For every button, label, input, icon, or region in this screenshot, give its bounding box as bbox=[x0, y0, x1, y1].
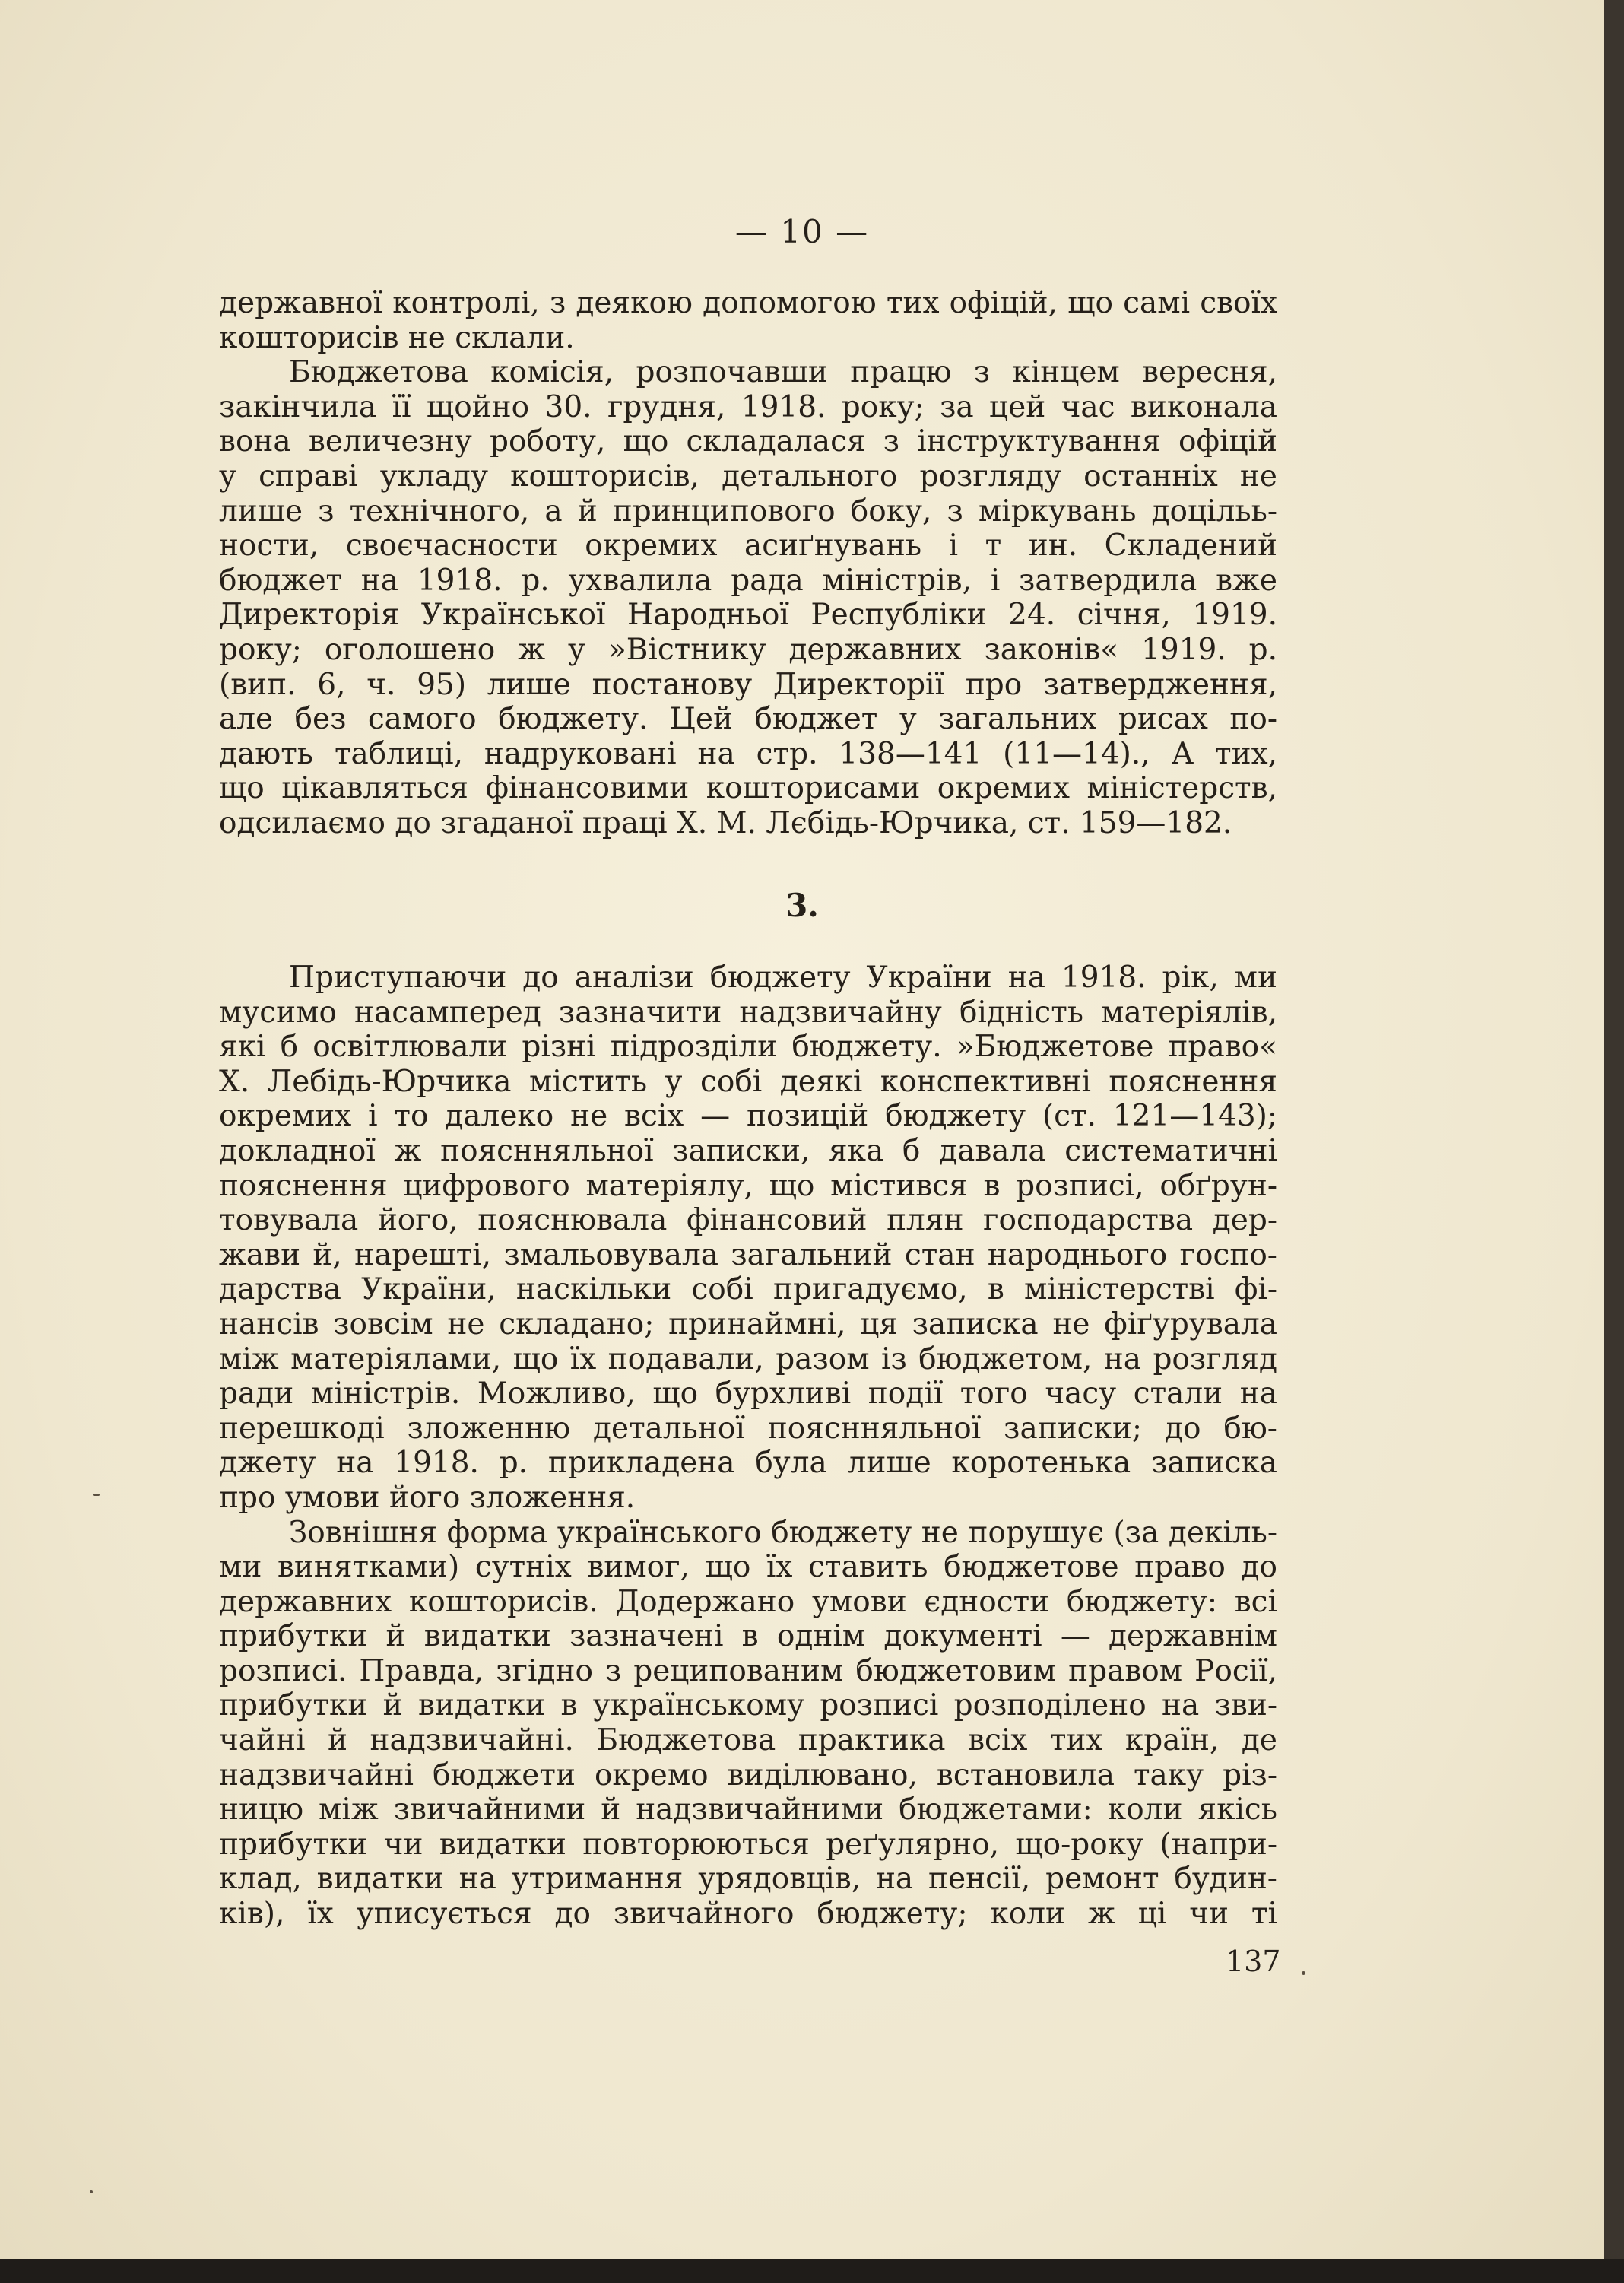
text-line: докладної ж пояснняльної записки, яка б давала систематичні bbox=[219, 1133, 1277, 1168]
page-number: 137 bbox=[1226, 1945, 1281, 1978]
text-line: прибутки чи видатки повторюються реґулярно, що-року (напри- bbox=[219, 1827, 1277, 1862]
scan-edge-right bbox=[1604, 0, 1624, 2283]
text-line: Х. Лебідь-Юрчика містить у собі деякі конспективні пояснення bbox=[219, 1064, 1277, 1099]
paragraph-block-2 bbox=[219, 961, 1277, 1932]
text-line: (вип. 6, ч. 95) лише постанову Директорії про затвердження, bbox=[219, 667, 1277, 702]
paper-speck bbox=[1302, 1971, 1305, 1975]
text-line: кошторисів не склали. bbox=[219, 320, 575, 355]
text-line: закінчила її щойно 30. грудня, 1918. року; за цей час виконала bbox=[219, 389, 1277, 424]
text-line: надзвичайні бюджети окремо виділювано, встановила таку різ- bbox=[219, 1757, 1277, 1792]
text-line: про умови його зложення. bbox=[219, 1480, 636, 1515]
paragraph-block-1 bbox=[219, 286, 1277, 841]
text-line: чайні й надзвичайні. Бюджетова практика всіх тих країн, де bbox=[219, 1723, 1277, 1758]
text-line: Директорія Української Народньої Республіки 24. січня, 1919. bbox=[219, 598, 1277, 633]
text-line: вона величезну роботу, що складалася з інструктування офіцій bbox=[219, 424, 1277, 459]
text-line: дають таблиці, надруковані на стр. 138—141 (11—14)., А тих, bbox=[219, 736, 1277, 771]
text-line: ницю між звичайними й надзвичайними бюджетами: коли якісь bbox=[219, 1792, 1277, 1827]
section-number: 3. bbox=[785, 887, 819, 924]
text-line: бюджет на 1918. р. ухвалила рада міністрів, і затвердила вже bbox=[219, 563, 1277, 598]
text-line: ради міністрів. Можливо, що бурхливі події того часу стали на bbox=[219, 1376, 1277, 1411]
text-line: дарства України, наскільки собі пригадуємо, в міністерстві фі- bbox=[219, 1272, 1277, 1307]
text-line: ків), їх уписується до звичайного бюджету; коли ж ці чи ті bbox=[219, 1897, 1277, 1932]
text-line: державної контролі, з деякою допомогою тих офіцій, що самі своїх bbox=[219, 286, 1277, 320]
folio-header: — 10 — bbox=[734, 213, 870, 250]
text-line: джету на 1918. р. прикладена була лише коротенька записка bbox=[219, 1446, 1277, 1481]
text-line: прибутки й видатки зазначені в однім документі — державнім bbox=[219, 1619, 1277, 1654]
text-line: року; оголошено ж у »Вістнику державних законів« 1919. р. bbox=[219, 632, 1277, 667]
text-line: прибутки й видатки в українському розписі розподілено на зви- bbox=[219, 1688, 1277, 1723]
text-line: товувала його, пояснювала фінансовий плян господарства дер- bbox=[219, 1203, 1277, 1238]
paper-speck bbox=[90, 2190, 93, 2193]
text-line: Зовнішня форма українського бюджету не порушує (за декіль- bbox=[289, 1515, 1277, 1550]
text-line: нансів зовсім не складано; принаймні, ця записка не фіґурувала bbox=[219, 1307, 1277, 1342]
text-line: одсилаємо до згаданої праці Х. М. Лєбідь-Юрчика, ст. 159—182. bbox=[219, 805, 1232, 840]
text-line: у справі укладу кошторисів, детального розгляду останніх не bbox=[219, 459, 1277, 494]
text-line: але без самого бюджету. Цей бюджет у загальних рисах по- bbox=[219, 702, 1277, 737]
text-line: перешкоді зложенню детальної пояснняльної записки; до бю- bbox=[219, 1411, 1277, 1446]
text-line: Приступаючи до аналізи бюджету України на 1918. рік, ми bbox=[289, 961, 1277, 995]
text-line: клад, видатки на утримання урядовців, на пенсії, ремонт будин- bbox=[219, 1862, 1277, 1897]
text-line: розписі. Правда, згідно з реципованим бюджетовим правом Росії, bbox=[219, 1653, 1277, 1688]
text-line: ми винятками) сутніх вимог, що їх ставить бюджетове право до bbox=[219, 1550, 1277, 1585]
text-line: жави й, нарешті, змальовувала загальний стан народнього госпо- bbox=[219, 1237, 1277, 1272]
text-line: Бюджетова комісія, розпочавши працю з кінцем вересня, bbox=[289, 355, 1277, 390]
text-line: ности, своєчасности окремих асиґнувань і т ин. Складений bbox=[219, 529, 1277, 564]
text-line: що цікавляться фінансовими кошторисами окремих міністерств, bbox=[219, 771, 1277, 806]
text-line: між матеріялами, що їх подавали, разом із бюджетом, на розгляд bbox=[219, 1342, 1277, 1376]
text-line: мусимо насамперед зазначити надзвичайну бідність матеріялів, bbox=[219, 995, 1277, 1030]
text-line: пояснення цифрового матеріялу, що містився в розписі, обґрун- bbox=[219, 1168, 1277, 1203]
paper-speck bbox=[93, 1494, 100, 1496]
scan-edge-bottom bbox=[0, 2259, 1624, 2283]
text-line: лише з технічного, а й принципового боку, з міркувань доцільь- bbox=[219, 494, 1277, 529]
text-line: окремих і то далеко не всіх — позицій бюджету (ст. 121—143); bbox=[219, 1099, 1277, 1134]
text-line: які б освітлювали різні підрозділи бюджету. »Бюджетове право« bbox=[219, 1030, 1277, 1065]
text-line: державних кошторисів. Додержано умови єдности бюджету: всі bbox=[219, 1584, 1277, 1619]
